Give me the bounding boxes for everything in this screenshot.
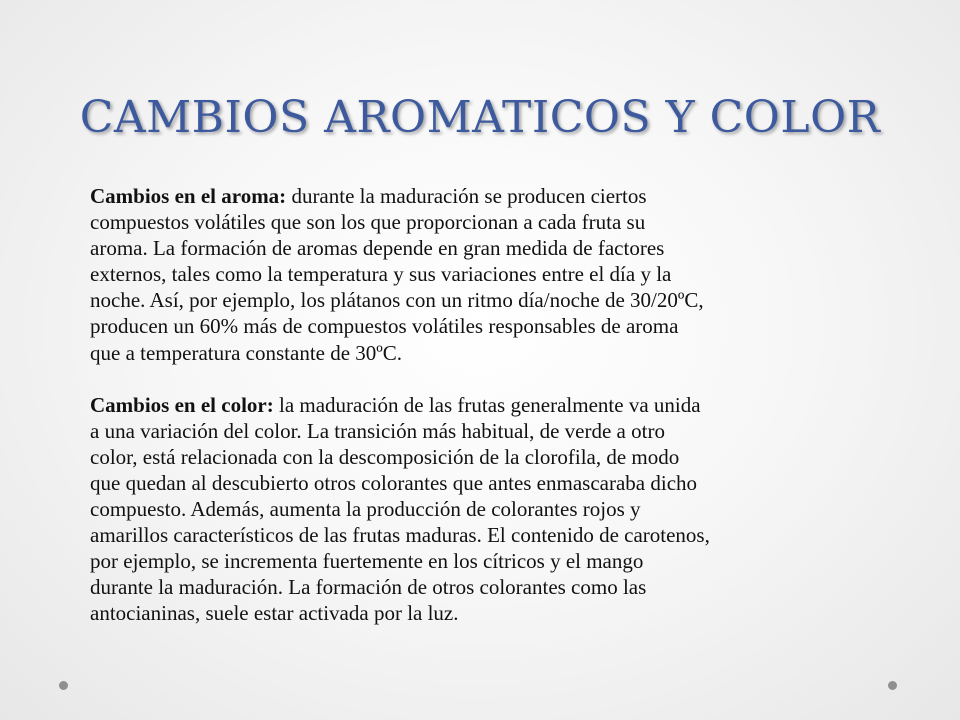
color-line: durante la maduración. La formación de otros colorantes como las [90, 575, 647, 600]
aroma-line: que a temperatura constante de 30ºC. [90, 340, 403, 365]
color-label: Cambios en el color: [90, 392, 274, 417]
color-line: amarillos característicos de las frutas maduras. El contenido de carotenos, [90, 523, 710, 548]
color-line: por ejemplo, se incrementa fuertemente en los cítricos y el mango [90, 549, 644, 574]
color-line-text: la maduración de las frutas generalmente va unida [273, 392, 701, 417]
right-decorative-dot [888, 681, 897, 690]
left-decorative-dot [59, 681, 68, 690]
color-paragraph [90, 392, 890, 627]
slide-title: CAMBIOS AROMATICOS Y COLOR [79, 92, 881, 143]
aroma-line: noche. Así, por ejemplo, los plátanos con un ritmo día/noche de 30/20ºC, [90, 288, 704, 313]
color-line [90, 392, 890, 418]
aroma-line-text: durante la maduración se producen ciertos [286, 184, 647, 208]
aroma-line: externos, tales como la temperatura y sus variaciones entre el día y la [90, 262, 672, 287]
aroma-label: Cambios en el aroma: [90, 184, 287, 208]
color-line: color, está relacionada con la descomposición de la clorofila, de modo [90, 444, 680, 469]
aroma-paragraph [90, 183, 890, 366]
slide-body [90, 183, 890, 627]
color-line: a una variación del color. La transición más habitual, de verde a otro [90, 418, 665, 443]
color-line: que quedan al descubierto otros colorantes que antes enmascaraba dicho [90, 470, 698, 495]
color-line: antocianinas, suele estar activada por la luz. [90, 601, 459, 626]
aroma-line [90, 183, 890, 209]
aroma-line: compuestos volátiles que son los que proporcionan a cada fruta su [90, 210, 646, 235]
aroma-line: producen un 60% más de compuestos volátiles responsables de aroma [90, 314, 679, 339]
aroma-line: aroma. La formación de aromas depende en gran medida de factores [90, 236, 665, 261]
color-line: compuesto. Además, aumenta la producción de colorantes rojos y [90, 497, 641, 522]
